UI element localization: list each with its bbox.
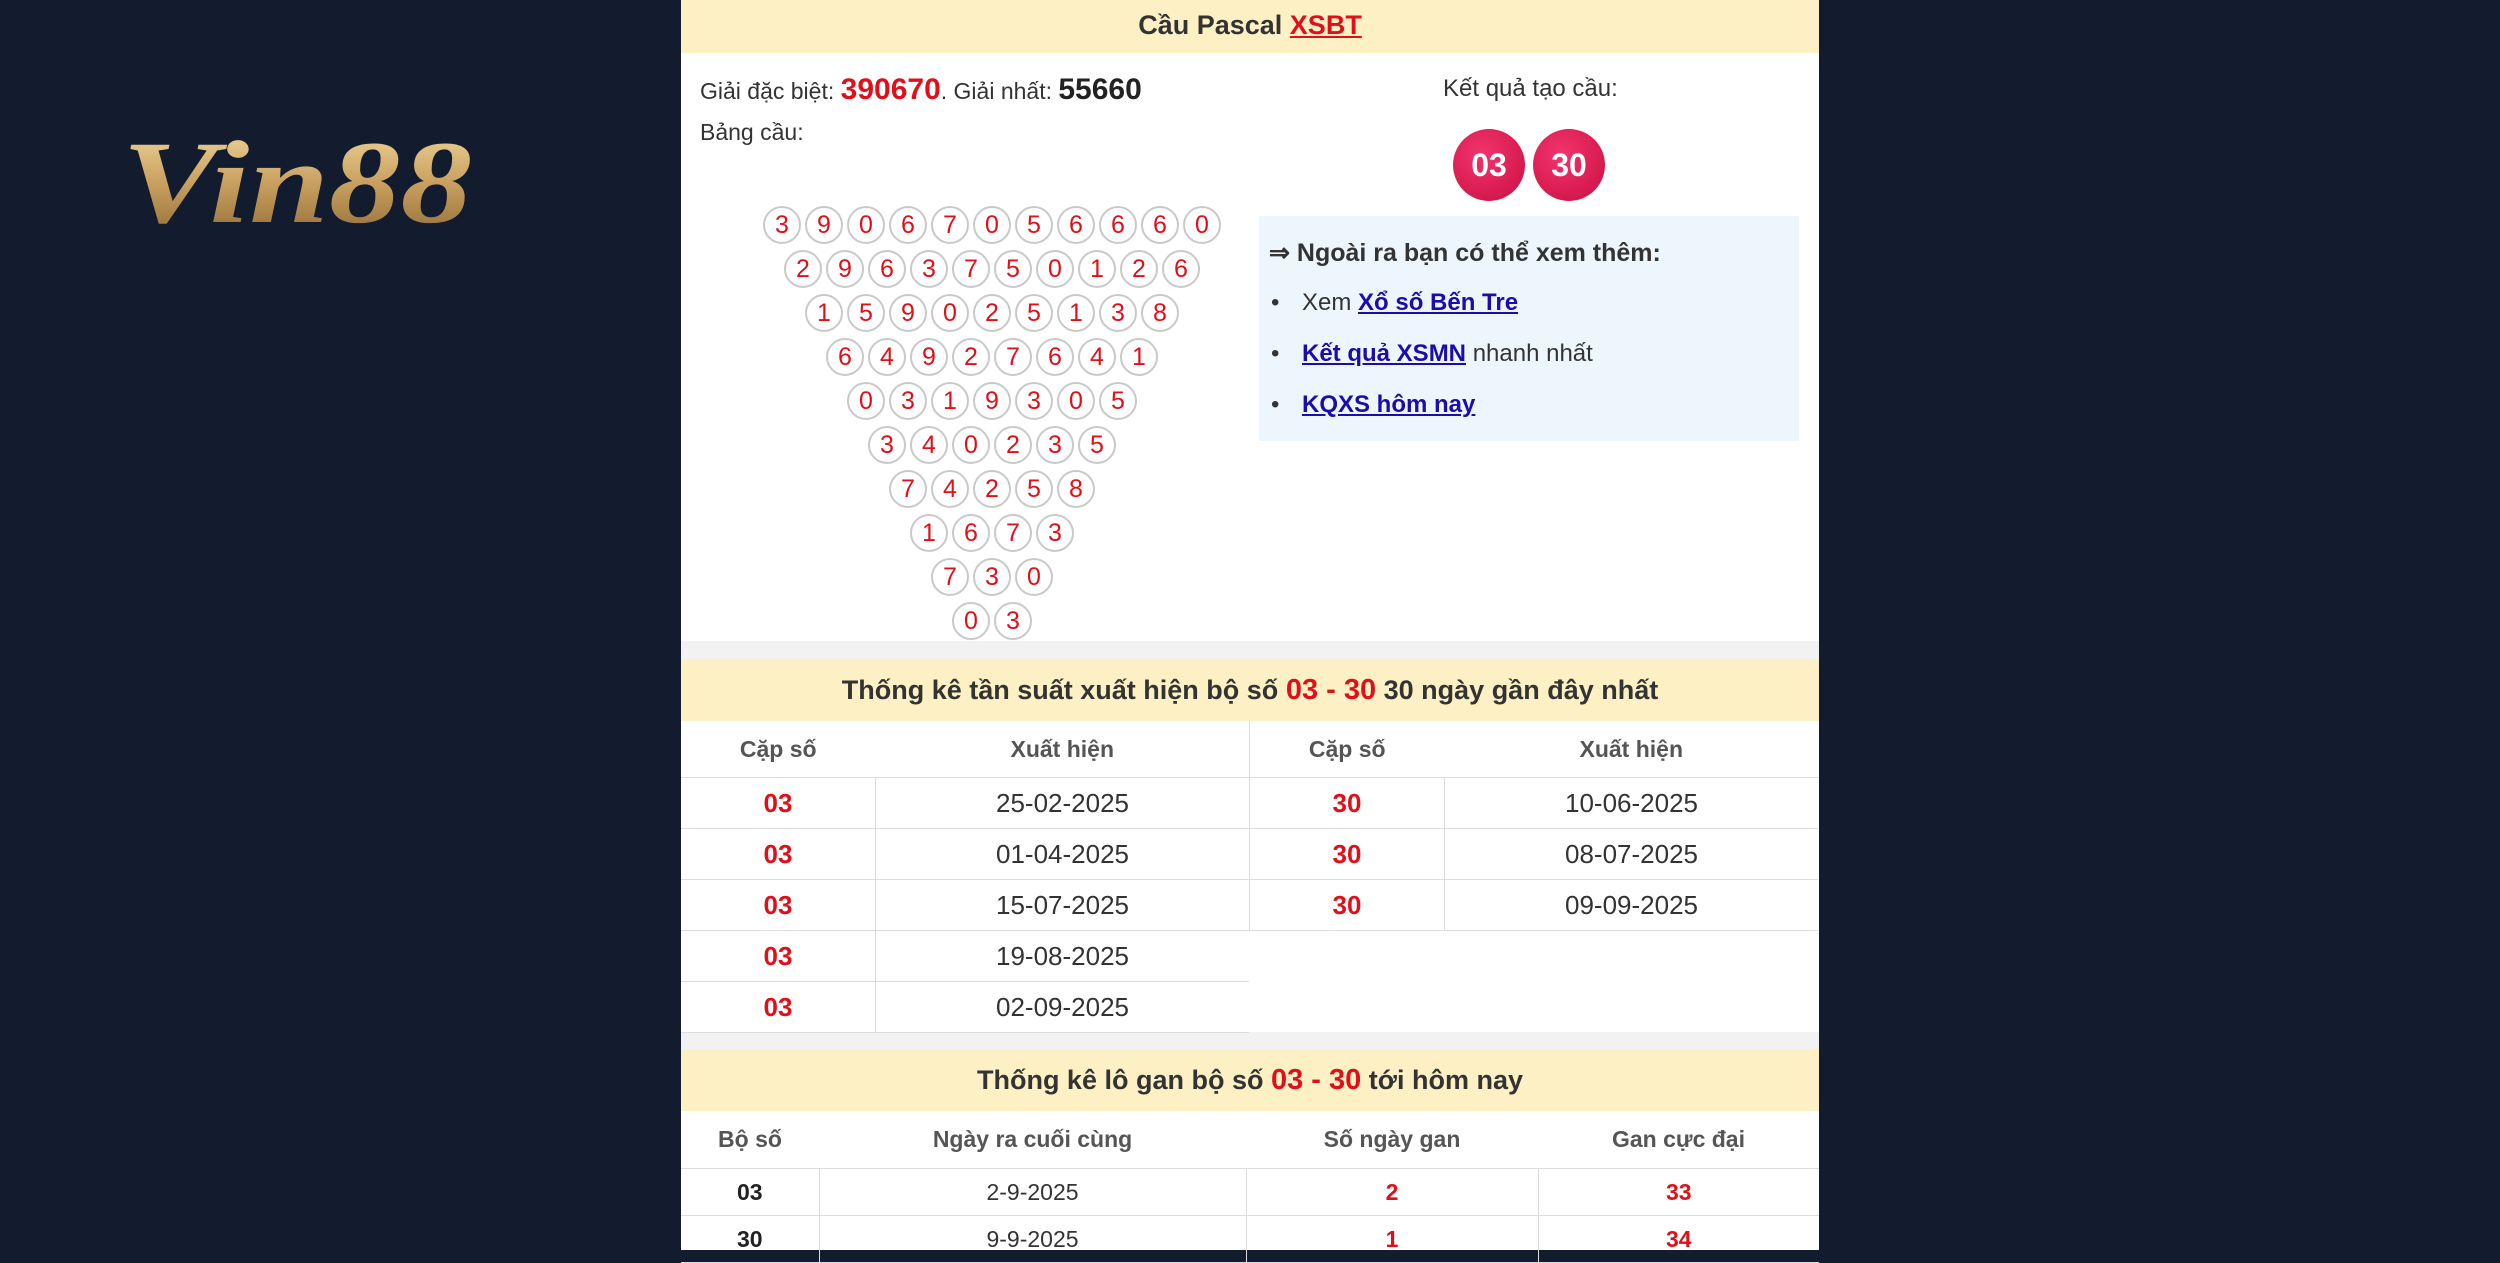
triangle-ball: 0 xyxy=(847,382,885,420)
result-label: Kết quả tạo cầu: xyxy=(1443,75,1618,102)
triangle-ball: 0 xyxy=(1015,558,1053,596)
triangle-ball: 3 xyxy=(763,206,801,244)
triangle-ball: 9 xyxy=(889,294,927,332)
triangle-ball: 6 xyxy=(889,206,927,244)
table-row xyxy=(681,1216,1819,1263)
col-last-date: Ngày ra cuối cùng xyxy=(819,1111,1246,1169)
triangle-ball: 1 xyxy=(910,514,948,552)
gan-title: Thống kê lô gan bộ số xyxy=(976,1065,1264,1095)
freq-title-post: 30 ngày gần đây nhất xyxy=(1383,675,1659,705)
last-date-cell: 2-9-2025 xyxy=(819,1169,1246,1216)
triangle-ball: 5 xyxy=(1015,470,1053,508)
triangle-ball: 6 xyxy=(1057,206,1095,244)
triangle-ball: 8 xyxy=(1141,294,1179,332)
first-value: 55660 xyxy=(1058,73,1142,106)
triangle-ball: 0 xyxy=(952,426,990,464)
col-gan-max: Gan cực đại xyxy=(1538,1111,1819,1169)
gan-days-cell: 2 xyxy=(1246,1169,1538,1216)
triangle-ball: 2 xyxy=(1120,250,1158,288)
date-cell: 09-09-2025 xyxy=(1445,880,1819,931)
triangle-ball: 1 xyxy=(1078,250,1116,288)
triangle-ball: 9 xyxy=(826,250,864,288)
triangle-ball: 9 xyxy=(973,382,1011,420)
triangle-ball: 6 xyxy=(1162,250,1200,288)
pascal-header xyxy=(681,0,1819,53)
ket-qua-xsmn-link[interactable]: Kết quả XSMN xyxy=(1302,340,1467,367)
triangle-ball: 3 xyxy=(1036,426,1074,464)
pair-cell: 03 xyxy=(681,829,876,880)
table-row xyxy=(681,931,1249,982)
date-cell: 08-07-2025 xyxy=(1445,829,1819,880)
triangle-ball: 7 xyxy=(994,514,1032,552)
frequency-header xyxy=(681,659,1819,721)
triangle-ball: 0 xyxy=(952,602,990,640)
triangle-ball: 0 xyxy=(847,206,885,244)
result-ball: 03 xyxy=(1453,129,1525,201)
gan-days-cell: 1 xyxy=(1246,1216,1538,1263)
date-cell: 10-06-2025 xyxy=(1445,778,1819,829)
triangle-ball: 3 xyxy=(1036,514,1074,552)
triangle-ball: 2 xyxy=(994,426,1032,464)
triangle-ball: 9 xyxy=(910,338,948,376)
triangle-ball: 1 xyxy=(1057,294,1095,332)
col-bo-so: Bộ số xyxy=(681,1111,819,1169)
list-item xyxy=(1269,339,1593,390)
triangle-ball: 5 xyxy=(1015,294,1053,332)
date-cell: 19-08-2025 xyxy=(876,931,1250,982)
pascal-section xyxy=(681,53,1819,641)
page-content xyxy=(681,0,1819,1250)
result-ball: 30 xyxy=(1533,129,1605,201)
separator xyxy=(681,1032,1819,1049)
more-title: ⇒ Ngoài ra bạn có thể xem thêm: xyxy=(1269,239,1661,267)
vin88-logo xyxy=(120,110,480,240)
lo-gan-header xyxy=(681,1049,1819,1111)
pair-cell: 03 xyxy=(681,778,876,829)
pair-cell: 30 xyxy=(1250,829,1445,880)
triangle-ball: 0 xyxy=(1057,382,1095,420)
table-row xyxy=(1250,880,1818,931)
xo-so-ben-tre-link[interactable]: Xổ số Bến Tre xyxy=(1358,289,1519,316)
freq-left-table xyxy=(681,721,1249,1033)
triangle-ball: 4 xyxy=(931,470,969,508)
table-row xyxy=(1250,829,1818,880)
triangle-ball: 3 xyxy=(1015,382,1053,420)
table-row xyxy=(681,880,1249,931)
triangle-ball: 0 xyxy=(973,206,1011,244)
pair-cell: 03 xyxy=(681,931,876,982)
triangle-ball: 2 xyxy=(784,250,822,288)
table-row xyxy=(681,1169,1819,1216)
table-row xyxy=(681,829,1249,880)
item-text: nhanh nhất xyxy=(1472,340,1593,367)
frequency-table xyxy=(681,721,1819,1032)
triangle-ball: 1 xyxy=(931,382,969,420)
pascal-triangle xyxy=(681,53,1281,653)
triangle-ball: 1 xyxy=(1120,338,1158,376)
triangle-ball: 0 xyxy=(1036,250,1074,288)
kqxs-hom-nay-link[interactable]: KQXS hôm nay xyxy=(1302,391,1476,418)
triangle-ball: 6 xyxy=(868,250,906,288)
triangle-ball: 5 xyxy=(847,294,885,332)
date-cell: 02-09-2025 xyxy=(876,982,1250,1033)
table-row xyxy=(1250,778,1818,829)
triangle-ball: 6 xyxy=(1036,338,1074,376)
pair-cell: 03 xyxy=(681,982,876,1033)
gan-title-pair: 03 - 30 xyxy=(1270,1064,1362,1096)
pair-cell: 30 xyxy=(681,1216,819,1263)
special-value: 390670 xyxy=(840,73,941,106)
triangle-ball: 5 xyxy=(994,250,1032,288)
triangle-ball: 5 xyxy=(1099,382,1137,420)
triangle-ball: 1 xyxy=(805,294,843,332)
lo-gan-table xyxy=(681,1111,1819,1263)
col-appear-header: Xuất hiện xyxy=(1445,721,1819,778)
pascal-title: Cầu Pascal xyxy=(1138,10,1283,40)
table-row xyxy=(681,982,1249,1033)
triangle-ball: 7 xyxy=(994,338,1032,376)
triangle-ball: 3 xyxy=(910,250,948,288)
triangle-ball: 8 xyxy=(1057,470,1095,508)
prize-sep: . xyxy=(940,78,948,104)
date-cell: 25-02-2025 xyxy=(876,778,1250,829)
triangle-ball: 6 xyxy=(1099,206,1137,244)
table-row xyxy=(681,778,1249,829)
list-item xyxy=(1269,288,1593,339)
list-item xyxy=(1269,390,1593,441)
col-pair-header: Cặp số xyxy=(1250,721,1445,778)
triangle-ball: 4 xyxy=(1078,338,1116,376)
more-info-box xyxy=(1259,216,1799,441)
triangle-ball: 6 xyxy=(826,338,864,376)
triangle-ball: 0 xyxy=(1183,206,1221,244)
first-label: Giải nhất: xyxy=(953,78,1052,104)
date-cell: 15-07-2025 xyxy=(876,880,1250,931)
col-pair-header: Cặp số xyxy=(681,721,876,778)
triangle-ball: 9 xyxy=(805,206,843,244)
triangle-ball: 7 xyxy=(931,206,969,244)
more-list xyxy=(1269,288,1593,441)
triangle-ball: 3 xyxy=(889,382,927,420)
pair-cell: 03 xyxy=(681,1169,819,1216)
col-gan-days: Số ngày gan xyxy=(1246,1111,1538,1169)
triangle-ball: 2 xyxy=(973,294,1011,332)
pair-cell: 30 xyxy=(1250,778,1445,829)
gan-max-cell: 33 xyxy=(1538,1169,1819,1216)
board-label: Bảng cầu: xyxy=(700,119,804,145)
triangle-ball: 2 xyxy=(973,470,1011,508)
freq-right-table xyxy=(1249,721,1818,931)
pair-cell: 03 xyxy=(681,880,876,931)
freq-title-pair: 03 - 30 xyxy=(1285,674,1377,706)
triangle-ball: 7 xyxy=(889,470,927,508)
triangle-ball: 3 xyxy=(1099,294,1137,332)
item-text: Xem xyxy=(1302,289,1352,316)
triangle-ball: 6 xyxy=(1141,206,1179,244)
triangle-ball: 3 xyxy=(994,602,1032,640)
gan-max-cell: 34 xyxy=(1538,1216,1819,1263)
triangle-ball: 2 xyxy=(952,338,990,376)
xsbt-link[interactable]: XSBT xyxy=(1289,10,1362,40)
triangle-ball: 4 xyxy=(868,338,906,376)
triangle-ball: 4 xyxy=(910,426,948,464)
special-label: Giải đặc biệt: xyxy=(700,78,835,104)
date-cell: 01-04-2025 xyxy=(876,829,1250,880)
logo-text: Vin88 xyxy=(122,117,472,240)
freq-title: Thống kê tần suất xuất hiện bộ số xyxy=(841,675,1279,705)
triangle-ball: 0 xyxy=(931,294,969,332)
triangle-ball: 5 xyxy=(1015,206,1053,244)
gan-title-post: tới hôm nay xyxy=(1368,1065,1524,1095)
triangle-ball: 3 xyxy=(868,426,906,464)
last-date-cell: 9-9-2025 xyxy=(819,1216,1246,1263)
triangle-ball: 7 xyxy=(952,250,990,288)
triangle-ball: 6 xyxy=(952,514,990,552)
triangle-ball: 3 xyxy=(973,558,1011,596)
triangle-ball: 7 xyxy=(931,558,969,596)
col-appear-header: Xuất hiện xyxy=(876,721,1250,778)
triangle-ball: 5 xyxy=(1078,426,1116,464)
pair-cell: 30 xyxy=(1250,880,1445,931)
